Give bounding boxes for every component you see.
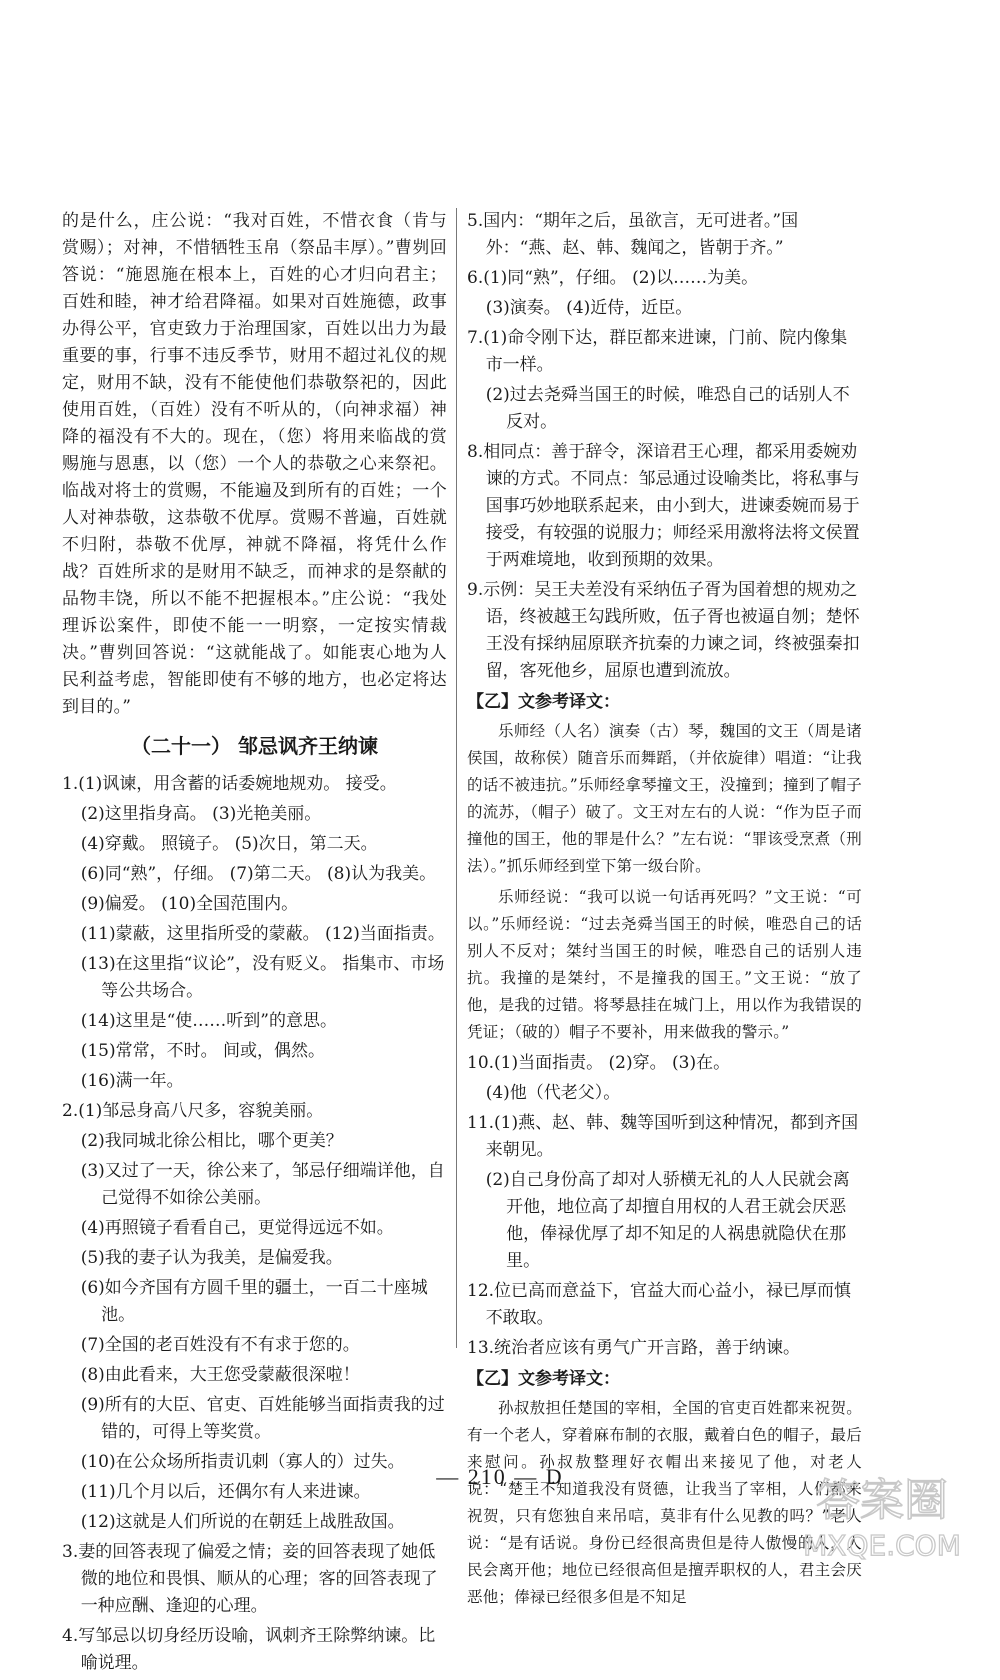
answer-item: (4)穿戴。 照镜子。 (5)次日，第二天。 — [80, 834, 378, 854]
answer-list-right-a — [467, 208, 862, 685]
answer-item: (3)又过了一天，徐公来了，邹忌仔细端详他，自己觉得不如徐公美丽。 — [80, 1161, 445, 1208]
answer-item: (4)再照镜子看看自己，更觉得远远不如。 — [80, 1218, 394, 1238]
answer-item: (4)他（代老父）。 — [485, 1083, 621, 1103]
watermark-logo — [792, 1460, 972, 1570]
answer-item: (5)我的妻子认为我美，是偏爱我。 — [80, 1248, 343, 1268]
answer-item: 5.国内：“期年之后，虽欲言，无可进者。”国外：“燕、赵、韩、魏闻之，皆朝于齐。” — [467, 211, 799, 258]
translation-paragraph: 孙叔敖担任楚国的宰相，全国的官吏百姓都来祝贺。有一个老人，穿着麻布制的衣服，戴着白色的帽子，最后来慰问。孙叔敖整理好衣帽出来接见了他，对老人说：“楚王不知道我没有贤德，让我当了宰相，人们都来祝贺，只有您独自来吊唁，莫非有什么见教的吗？”老人说：“是有话说。身份已经很高贵但是待人傲慢的人，人民会离开他；地位已经很高但是擅弄职权的人，君主会厌恶他；俸禄已经很多但是不知足 — [467, 1399, 862, 1606]
answer-item: 4.写邹忌以切身经历设喻，讽刺齐王除弊纳谏。比喻说理。 — [62, 1626, 436, 1673]
translation-label-2: 【乙】文参考译文： — [467, 1369, 620, 1389]
answer-item: (16)满一年。 — [80, 1071, 184, 1091]
translation-text-1 — [467, 718, 862, 1046]
answer-item: 1.(1)讽谏，用含蓄的话委婉地规劝。 接受。 — [62, 774, 397, 794]
answer-item: 11.(1)燕、赵、韩、魏等国听到这种情况，都到齐国来朝见。 — [467, 1113, 859, 1160]
answer-item: (11)几个月以后，还偶尔有人来进谏。 — [80, 1482, 371, 1502]
answer-item: 12.位已高而意益下，官益大而心益小，禄已厚而慎不敢取。 — [467, 1281, 852, 1328]
answer-item: (9)所有的大臣、官吏、百姓能够当面指责我的过错的，可得上等奖赏。 — [80, 1395, 445, 1442]
answer-item: 10.(1)当面指责。 (2)穿。 (3)在。 — [467, 1053, 731, 1073]
translation-label-1: 【乙】文参考译文： — [467, 692, 620, 712]
answer-item: (10)在公众场所指责讥刺（寡人的）过失。 — [80, 1452, 405, 1472]
answer-item: 9.示例：吴王夫差没有采纳伍子胥为国着想的规劝之语，终被越王勾践所败，伍子胥也被逼自刎；楚怀王没有採纳屈原联齐抗秦的力谏之词，终被强秦扣留，客死他乡，屈原也遭到流放。 — [467, 580, 860, 681]
translation-paragraph: 乐师经（人名）演奏（古）琴，魏国的文王（周是诸侯国，故称侯）随音乐而舞蹈，（并依旋律）唱道：“让我的话不被违抗。”乐师经拿琴撞文王，没撞到；撞到了帽子的流苏，（帽子）破了。文王对左右的人说：“作为臣子而撞他的国王，他的罪是什么？”左右说：“罪该受烹煮（刑法）。”抓乐师经到堂下第一级台阶。 — [467, 722, 862, 875]
column-divider — [456, 208, 457, 1348]
answer-item: (6)如今齐国有方圆千里的疆土，一百二十座城池。 — [80, 1278, 428, 1325]
page-number: — 210 — D — [436, 1464, 564, 1489]
left-column — [62, 208, 447, 1680]
answer-item: 6.(1)同“熟”，仔细。 (2)以……为美。 — [467, 268, 759, 288]
answer-item: (2)这里指身高。 (3)光艳美丽。 — [80, 804, 322, 824]
answer-item: (11)蒙蔽，这里指所受的蒙蔽。 (12)当面指责。 — [80, 924, 445, 944]
answer-item: 2.(1)邹忌身高八尺多，容貌美丽。 — [62, 1101, 324, 1121]
watermark-url: MXQE.COM — [803, 1529, 961, 1562]
answer-list-left — [62, 771, 447, 1677]
answer-list-right-b — [467, 1050, 862, 1362]
answer-item: (13)在这里指“议论”，没有贬义。 指集市、市场等公共场合。 — [80, 954, 445, 1001]
answer-item: (6)同“熟”，仔细。 (7)第二天。 (8)认为我美。 — [80, 864, 437, 884]
answer-item: 8.相同点：善于辞令，深谙君王心理，都采用委婉劝谏的方式。不同点：邹忌通过设喻类比，将私事与国事巧妙地联系起来，由小到大，进谏委婉而易于接受，有较强的说服力；师经采用激将法将文侯置于两难境地，收到预期的效果。 — [467, 442, 860, 570]
continued-translation: 的是什么，庄公说：“我对百姓，不惜衣食（肯与赏赐）；对神，不惜牺牲玉帛（祭品丰厚）。”曹刿回答说：“施恩施在根本上，百姓的心才归向君主；百姓和睦，神才给君降福。如果对百姓施德，政事办得公平，官吏致力于治理国家，百姓以出力为最重要的事，行事不违反季节，财用不超过礼仪的规定，财用不缺，没有不能使他们恭敬祭祀的，因此使用百姓，（百姓）没有不听从的，（向神求福）神降的福没有不大的。现在，（您）将用来临战的赏赐施与恩惠，以（您）一个人的恭敬之心来祭祀。临战对将士的赏赐，不能遍及到所有的百姓；一个人对神恭敬，这恭敬不优厚。赏赐不普遍，百姓就不归附，恭敬不优厚，神就不降福，将凭什么作战？百姓所求的是财用不缺乏，而神求的是祭献的品物丰饶，所以不能不把握根本。”庄公说：“我处理诉讼案件，即使不能一一明察，一定按实情裁决。”曹刿回答说：“这就能战了。如能衷心地为人民利益考虑，智能即使有不够的地方，也必定将达到目的。” — [62, 211, 447, 717]
answer-item: 13.统治者应该有勇气广开言路，善于纳谏。 — [467, 1338, 801, 1358]
translation-paragraph: 乐师经说：“我可以说一句话再死吗？”文王说：“可以。”乐师经说：“过去尧舜当国王的时候，唯恐自己的话别人不反对；桀纣当国王的时候，唯恐自己的话别人违抗。我撞的是桀纣，不是撞我的国王。”文王说：“放了他，是我的过错。将琴悬挂在城门上，用以作为我错误的凭证；（破的）帽子不要补，用来做我的警示。” — [467, 888, 862, 1041]
answer-item: (2)过去尧舜当国王的时候，唯恐自己的话别人不反对。 — [485, 385, 850, 432]
answer-item: 3.妻的回答表现了偏爱之情；妾的回答表现了她低微的地位和畏惧、顺从的心理；客的回答表现了一种应酬、逢迎的心理。 — [62, 1542, 438, 1616]
answer-item: 7.(1)命令刚下达，群臣都来进谏，门前、院内像集市一样。 — [467, 328, 848, 375]
answer-item: (7)全国的老百姓没有不有求于您的。 — [80, 1335, 360, 1355]
watermark-text: 答案圈 — [816, 1475, 948, 1526]
answer-item: (2)我同城北徐公相比，哪个更美？ — [80, 1131, 343, 1151]
answer-item: (12)这就是人们所说的在朝廷上战胜敌国。 — [80, 1512, 405, 1532]
answer-item: (3)演奏。 (4)近侍，近臣。 — [485, 298, 693, 318]
answer-item: (15)常常，不时。 间或，偶然。 — [80, 1041, 326, 1061]
answer-item: (9)偏爱。 (10)全国范围内。 — [80, 894, 299, 914]
right-column — [467, 208, 862, 1615]
answer-item: (14)这里是“使……听到”的意思。 — [80, 1011, 337, 1031]
answer-item: (2)自己身份高了却对人骄横无礼的人人民就会离开他，地位高了却擅自用权的人君王就会厌恶他，俸禄优厚了却不知足的人祸患就隐伏在那里。 — [485, 1170, 850, 1271]
section-heading: （二十一） 邹忌讽齐王纳谏 — [131, 734, 378, 758]
answer-item: (8)由此看来，大王您受蒙蔽很深啦！ — [80, 1365, 360, 1385]
